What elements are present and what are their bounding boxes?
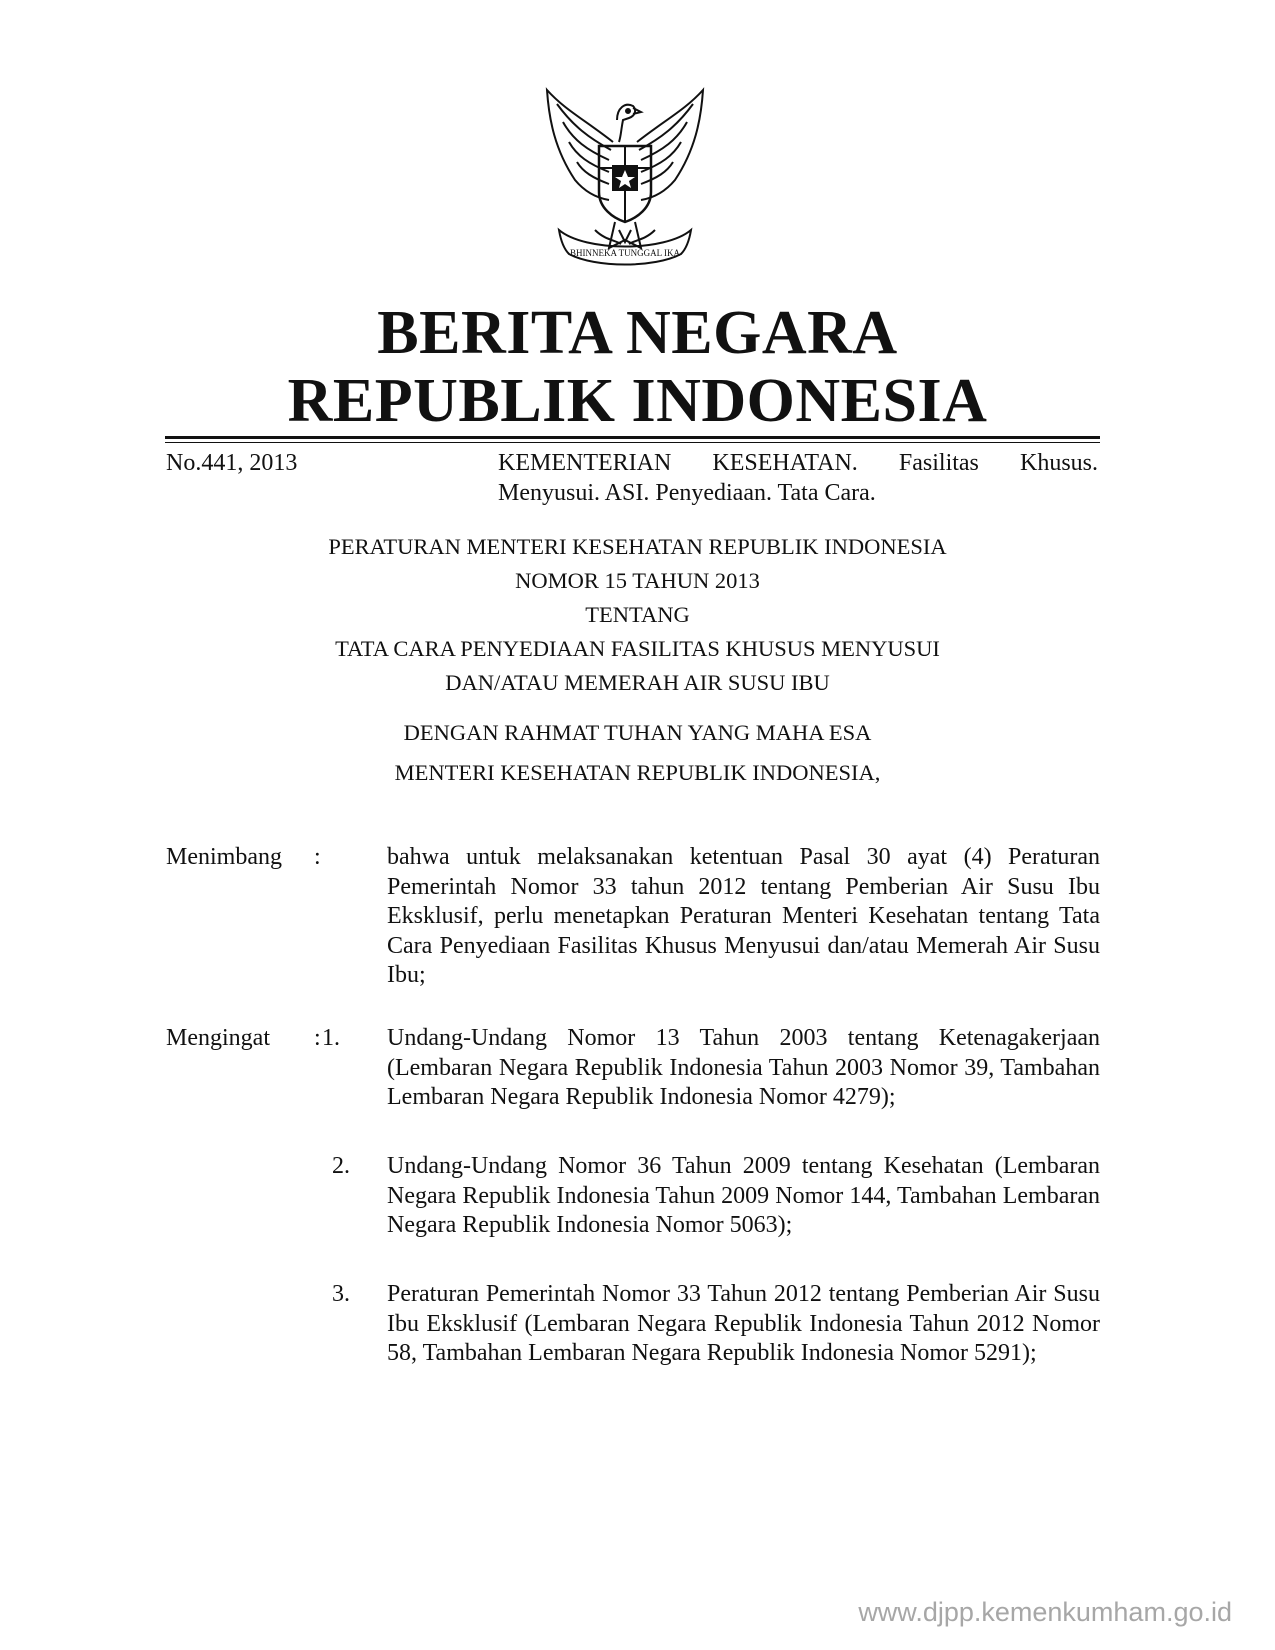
mengingat-item-number: 1. xyxy=(322,1025,340,1051)
issue-number: No.441, 2013 xyxy=(166,450,298,476)
regulation-tentang: TENTANG xyxy=(585,602,690,627)
regulation-subject-line1: TATA CARA PENYEDIAAN FASILITAS KHUSUS MENYUSUI xyxy=(335,636,940,661)
issue-subject: KEMENTERIAN KESEHATAN. Fasilitas Khusus. Menyusui. ASI. Penyediaan. Tata Cara. xyxy=(498,450,1098,506)
mengingat-item-text: Peraturan Pemerintah Nomor 33 Tahun 2012 tentang Pemberian Air Susu Ibu Eksklusif (Lembaran Negara Republik Indonesia Tahun 2012 Nomor 58, Tambahan Lembaran Negara Republik Indonesia Nomor 5291); xyxy=(387,1281,1100,1366)
regulation-title: PERATURAN MENTERI KESEHATAN REPUBLIK INDONESIA xyxy=(328,534,947,559)
regulation-subject-line2: DAN/ATAU MEMERAH AIR SUSU IBU xyxy=(445,670,830,695)
svg-text:BHINNEKA TUNGGAL IKA: BHINNEKA TUNGGAL IKA xyxy=(570,248,680,258)
mengingat-colon: : xyxy=(314,1025,321,1051)
menimbang-label: Menimbang xyxy=(166,844,282,870)
menimbang-colon: : xyxy=(314,844,321,870)
menimbang-text: bahwa untuk melaksanakan ketentuan Pasal 30 ayat (4) Peraturan Pemerintah Nomor 33 tahun 2012 tentang Pemberian Air Susu Ibu Eksklusif, perlu menetapkan Peraturan Menteri Kesehatan tentang Tata Cara Penyediaan Fasilitas Khusus Menyusui dan/atau Memerah Air Susu Ibu; xyxy=(387,844,1100,988)
mengingat-item-text: Undang-Undang Nomor 13 Tahun 2003 tentang Ketenagakerjaan (Lembaran Negara Republik Indonesia Tahun 2003 Nomor 39, Tambahan Lembaran Negara Republik Indonesia Nomor 4279); xyxy=(387,1025,1100,1110)
mengingat-item-number: 3. xyxy=(332,1281,350,1307)
mengingat-item-text: Undang-Undang Nomor 36 Tahun 2009 tentang Kesehatan (Lembaran Negara Republik Indonesia Tahun 2009 Nomor 144, Tambahan Lembaran Negara Republik Indonesia Nomor 5063); xyxy=(387,1153,1100,1238)
regulation-number: NOMOR 15 TAHUN 2013 xyxy=(515,568,760,593)
masthead-subtitle: REPUBLIK INDONESIA xyxy=(287,367,988,435)
masthead-rule-thin xyxy=(165,442,1100,443)
masthead-rule-thick xyxy=(165,436,1100,439)
preamble-line2: MENTERI KESEHATAN REPUBLIK INDONESIA, xyxy=(394,760,881,785)
garuda-pancasila-emblem-icon xyxy=(525,80,725,280)
mengingat-label: Mengingat xyxy=(166,1025,270,1051)
watermark-url: www.djpp.kemenkumham.go.id xyxy=(858,1597,1232,1627)
masthead-title: BERITA NEGARA xyxy=(377,299,898,367)
mengingat-item-number: 2. xyxy=(332,1153,350,1179)
preamble-line1: DENGAN RAHMAT TUHAN YANG MAHA ESA xyxy=(403,720,872,745)
